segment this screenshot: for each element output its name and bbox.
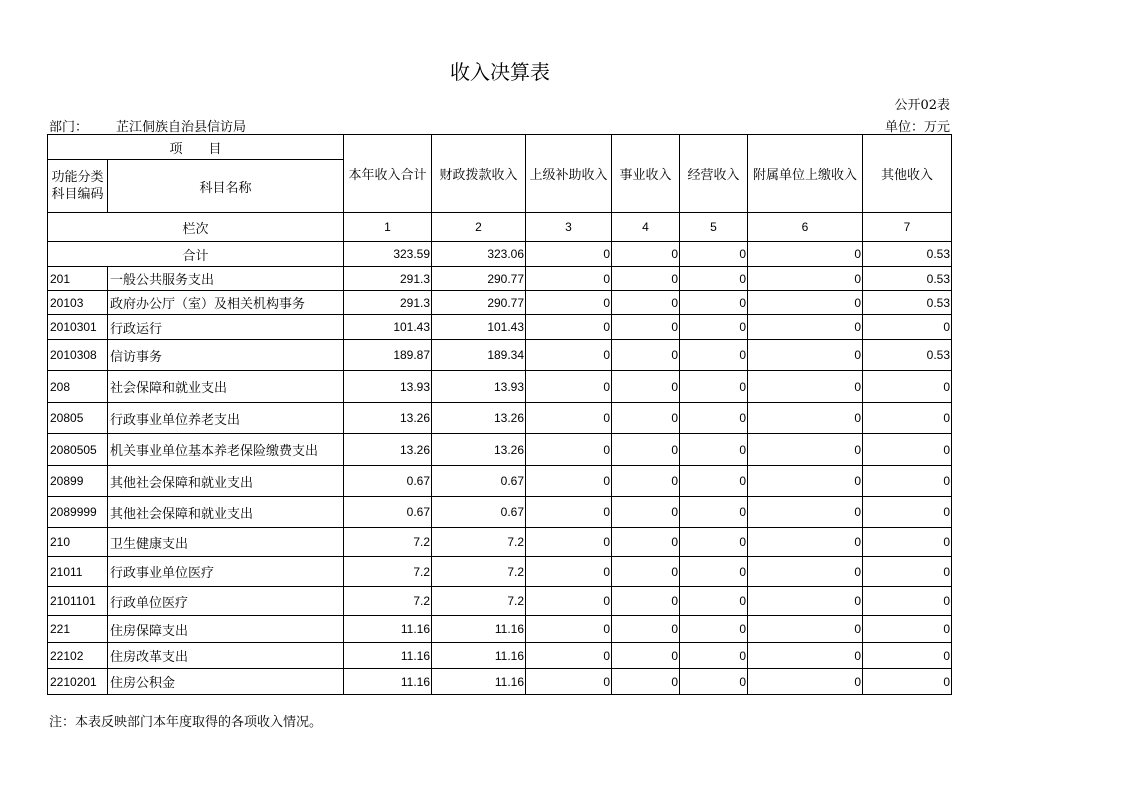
row-value: 0 (680, 403, 748, 434)
row-value: 0.67 (344, 466, 432, 497)
row-value: 0 (612, 340, 680, 371)
row-value: 11.16 (432, 616, 526, 643)
row-value: 189.87 (344, 340, 432, 371)
row-value: 7.2 (432, 528, 526, 557)
total-value: 0 (612, 242, 680, 267)
table-row (48, 669, 952, 695)
row-name: 政府办公厅（室）及相关机构事务 (108, 291, 344, 315)
row-value: 0 (612, 267, 680, 291)
row-code: 221 (48, 616, 108, 643)
row-value: 0 (612, 466, 680, 497)
row-value: 0.53 (863, 267, 952, 291)
table-row (48, 528, 952, 557)
row-value: 11.16 (432, 669, 526, 695)
row-value: 0 (526, 267, 612, 291)
row-value: 0 (863, 528, 952, 557)
row-value: 13.26 (432, 403, 526, 434)
row-name: 信访事务 (108, 340, 344, 371)
row-value: 101.43 (432, 315, 526, 340)
row-code: 2089999 (48, 497, 108, 528)
header-col-4: 事业收入 (612, 135, 680, 213)
row-value: 0 (612, 557, 680, 587)
table-row (48, 267, 952, 291)
table-row (48, 557, 952, 587)
row-value: 0 (748, 466, 863, 497)
row-value: 13.93 (432, 371, 526, 403)
header-col-7: 其他收入 (863, 135, 952, 213)
row-code: 20899 (48, 466, 108, 497)
row-code: 20103 (48, 291, 108, 315)
row-name: 一般公共服务支出 (108, 267, 344, 291)
row-value: 11.16 (432, 643, 526, 669)
row-value: 0 (748, 497, 863, 528)
row-value: 11.16 (344, 616, 432, 643)
row-value: 0 (612, 669, 680, 695)
row-value: 0 (612, 315, 680, 340)
row-value: 0 (526, 403, 612, 434)
row-value: 0 (748, 371, 863, 403)
total-value: 0 (748, 242, 863, 267)
row-code: 208 (48, 371, 108, 403)
row-value: 0 (680, 528, 748, 557)
total-value: 0.53 (863, 242, 952, 267)
row-value: 0 (863, 669, 952, 695)
row-value: 11.16 (344, 643, 432, 669)
table-row (48, 587, 952, 616)
total-row (48, 242, 952, 267)
col-index-4: 4 (612, 213, 680, 242)
header-col-5: 经营收入 (680, 135, 748, 213)
header-col-3: 上级补助收入 (526, 135, 612, 213)
row-name: 其他社会保障和就业支出 (108, 497, 344, 528)
row-name: 住房保障支出 (108, 616, 344, 643)
department-name: 芷江侗族自治县信访局 (116, 120, 247, 135)
row-value: 0 (748, 669, 863, 695)
row-value: 0 (526, 557, 612, 587)
row-value: 0 (526, 315, 612, 340)
col-index-3: 3 (526, 213, 612, 242)
income-table (47, 134, 952, 695)
table-row (48, 643, 952, 669)
row-value: 7.2 (344, 587, 432, 616)
row-value: 0 (748, 340, 863, 371)
row-value: 0 (612, 643, 680, 669)
row-value: 0 (748, 587, 863, 616)
row-value: 0 (863, 497, 952, 528)
row-value: 0 (748, 616, 863, 643)
row-name: 卫生健康支出 (108, 528, 344, 557)
row-value: 0 (526, 497, 612, 528)
col-index-1: 1 (344, 213, 432, 242)
row-value: 0.53 (863, 340, 952, 371)
row-value: 0 (680, 371, 748, 403)
table-row (48, 291, 952, 315)
row-value: 0 (680, 315, 748, 340)
row-value: 189.34 (432, 340, 526, 371)
row-value: 0 (748, 643, 863, 669)
row-value: 0 (748, 557, 863, 587)
row-value: 0.67 (432, 497, 526, 528)
row-code: 21011 (48, 557, 108, 587)
total-value: 323.06 (432, 242, 526, 267)
row-value: 0 (863, 371, 952, 403)
row-value: 0 (526, 434, 612, 466)
row-value: 0.67 (344, 497, 432, 528)
row-code: 20805 (48, 403, 108, 434)
row-value: 0 (612, 528, 680, 557)
row-value: 0 (748, 434, 863, 466)
row-value: 0.53 (863, 291, 952, 315)
department-line (49, 116, 246, 135)
row-value: 0 (680, 497, 748, 528)
row-value: 0 (680, 587, 748, 616)
header-item: 项 目 (48, 135, 344, 160)
row-name: 行政事业单位医疗 (108, 557, 344, 587)
row-value: 0 (748, 291, 863, 315)
col-index-6: 6 (748, 213, 863, 242)
row-value: 0 (526, 587, 612, 616)
row-value: 0 (526, 643, 612, 669)
row-code: 22102 (48, 643, 108, 669)
row-value: 0 (680, 557, 748, 587)
row-value: 291.3 (344, 291, 432, 315)
table-row (48, 434, 952, 466)
header-subject-name: 科目名称 (108, 160, 344, 213)
table-row (48, 315, 952, 340)
total-value: 0 (680, 242, 748, 267)
total-value: 323.59 (344, 242, 432, 267)
row-value: 0 (612, 587, 680, 616)
row-value: 0 (680, 340, 748, 371)
total-label: 合计 (48, 242, 344, 267)
page-title: 收入决算表 (450, 60, 550, 84)
department-label: 部门： (49, 120, 89, 135)
row-value: 7.2 (432, 587, 526, 616)
row-value: 0 (680, 669, 748, 695)
row-code: 210 (48, 528, 108, 557)
header-col-1: 本年收入合计 (344, 135, 432, 213)
row-code: 2210201 (48, 669, 108, 695)
row-code: 2010301 (48, 315, 108, 340)
table-row (48, 616, 952, 643)
row-name: 行政运行 (108, 315, 344, 340)
row-value: 7.2 (344, 557, 432, 587)
row-value: 0.67 (432, 466, 526, 497)
row-value: 0 (526, 371, 612, 403)
row-name: 行政单位医疗 (108, 587, 344, 616)
row-value: 0 (612, 434, 680, 466)
row-value: 0 (612, 403, 680, 434)
col-index-2: 2 (432, 213, 526, 242)
row-value: 7.2 (432, 557, 526, 587)
row-value: 0 (680, 643, 748, 669)
row-value: 0 (526, 669, 612, 695)
total-value: 0 (526, 242, 612, 267)
row-value: 0 (612, 291, 680, 315)
row-value: 0 (680, 267, 748, 291)
header-func-code: 功能分类科目编码 (48, 160, 108, 213)
row-value: 0 (526, 616, 612, 643)
row-name: 住房公积金 (108, 669, 344, 695)
row-name: 住房改革支出 (108, 643, 344, 669)
row-code: 2010308 (48, 340, 108, 371)
table-row (48, 371, 952, 403)
row-value: 0 (863, 557, 952, 587)
row-value: 0 (612, 616, 680, 643)
row-value: 0 (863, 587, 952, 616)
row-value: 0 (680, 434, 748, 466)
row-code: 2101101 (48, 587, 108, 616)
row-name: 社会保障和就业支出 (108, 371, 344, 403)
table-row (48, 340, 952, 371)
row-value: 13.26 (344, 403, 432, 434)
header-col-2: 财政拨款收入 (432, 135, 526, 213)
row-name: 其他社会保障和就业支出 (108, 466, 344, 497)
col-index-label: 栏次 (48, 213, 344, 242)
row-value: 0 (526, 291, 612, 315)
row-value: 0 (680, 466, 748, 497)
row-value: 0 (863, 643, 952, 669)
row-value: 13.26 (344, 434, 432, 466)
row-name: 机关事业单位基本养老保险缴费支出 (108, 434, 344, 466)
row-name: 行政事业单位养老支出 (108, 403, 344, 434)
row-value: 0 (612, 497, 680, 528)
row-value: 0 (748, 403, 863, 434)
table-row (48, 403, 952, 434)
col-index-7: 7 (863, 213, 952, 242)
col-index-5: 5 (680, 213, 748, 242)
table-row (48, 497, 952, 528)
row-value: 290.77 (432, 291, 526, 315)
row-value: 0 (748, 315, 863, 340)
table-code: 公开02表 (894, 98, 950, 113)
footnote: 注：本表反映部门本年度取得的各项收入情况。 (49, 715, 323, 730)
row-value: 13.93 (344, 371, 432, 403)
row-value: 0 (748, 528, 863, 557)
row-value: 101.43 (344, 315, 432, 340)
row-value: 0 (526, 466, 612, 497)
unit-label: 单位：万元 (884, 120, 950, 135)
row-value: 0 (612, 371, 680, 403)
row-value: 290.77 (432, 267, 526, 291)
row-value: 0 (526, 340, 612, 371)
header-col-6: 附属单位上缴收入 (748, 135, 863, 213)
row-value: 0 (863, 315, 952, 340)
row-value: 11.16 (344, 669, 432, 695)
row-value: 0 (863, 434, 952, 466)
row-code: 201 (48, 267, 108, 291)
row-value: 0 (863, 403, 952, 434)
table-row (48, 466, 952, 497)
row-value: 291.3 (344, 267, 432, 291)
row-value: 0 (863, 616, 952, 643)
row-value: 13.26 (432, 434, 526, 466)
row-value: 0 (680, 616, 748, 643)
row-value: 0 (680, 291, 748, 315)
row-value: 0 (526, 528, 612, 557)
row-value: 7.2 (344, 528, 432, 557)
row-value: 0 (863, 466, 952, 497)
row-value: 0 (748, 267, 863, 291)
row-code: 2080505 (48, 434, 108, 466)
